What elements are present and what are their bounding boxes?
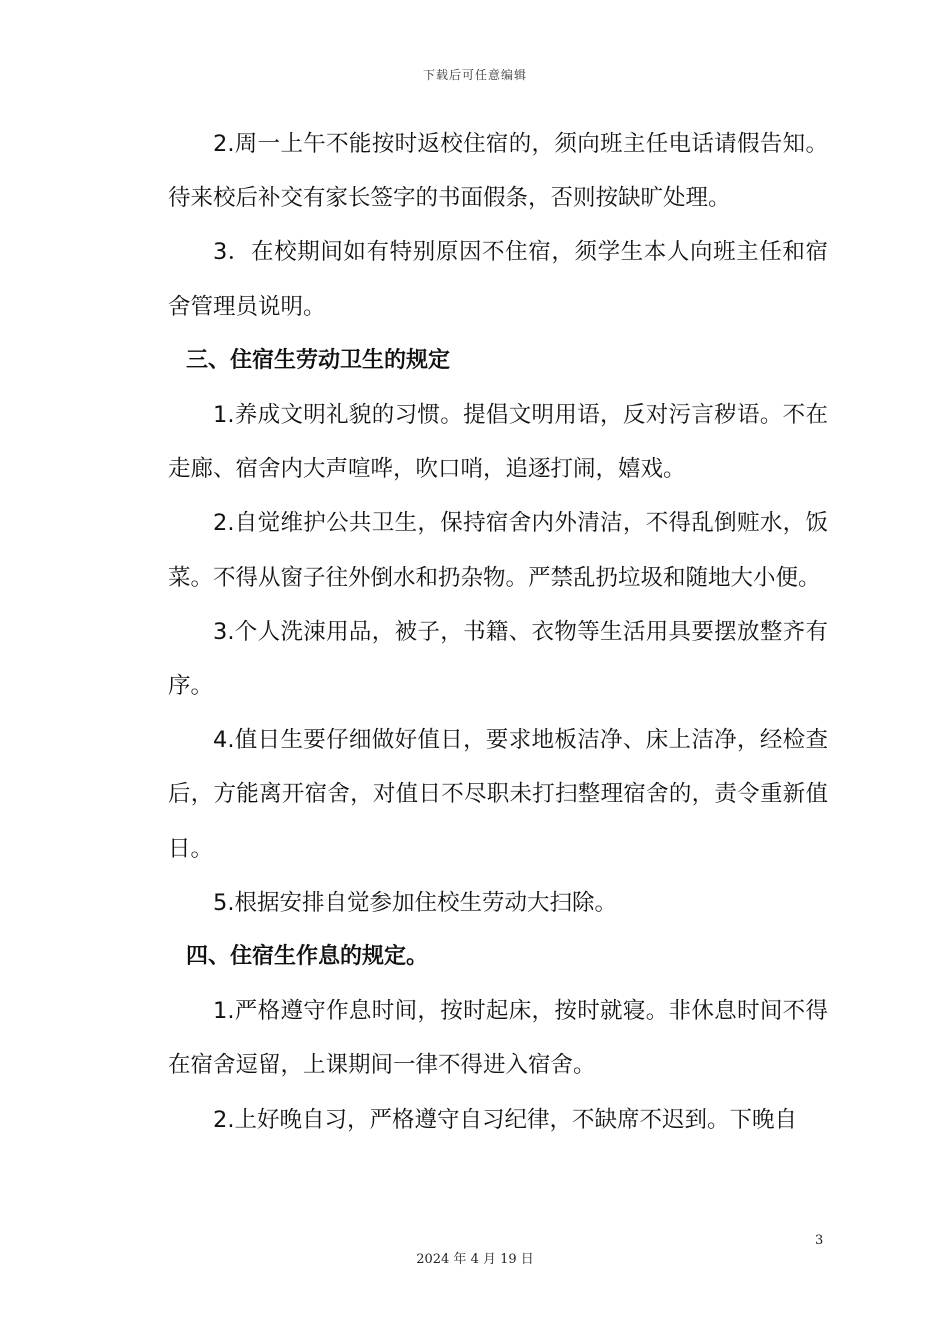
paragraph-schedule: 1.严格遵守作息时间，按时起床，按时就寝。非休息时间不得在宿舍逗留，上课期间一律不得进入宿舍。 bbox=[168, 998, 828, 1079]
paragraph-personal-items: 3.个人洗涑用品，被子，书籍、衣物等生活用具要摆放整齐有序。 bbox=[168, 618, 828, 700]
footer-date: 2024 年 4 月 19 日 bbox=[416, 1252, 534, 1267]
paragraph-civility: 1.养成文明礼貌的习惯。提倡文明用语，反对污言秽语。不在走廊、宿舍内大声喧哗，吹口哨，追逐打闹，嬉戏。 bbox=[168, 402, 828, 483]
page-number: 3 bbox=[815, 1233, 824, 1248]
document-body bbox=[168, 117, 828, 1147]
section-heading-hygiene: 三、住宿生劳动卫生的规定 bbox=[186, 347, 451, 373]
paragraph-evening-study: 2.上好晚自习，严格遵守自习纪律，不缺席不迟到。下晚自 bbox=[213, 1106, 797, 1133]
section-heading-schedule: 四、住宿生作息的规定。 bbox=[186, 944, 429, 970]
paragraph-cleaning: 5.根据安排自觉参加住校生劳动大扫除。 bbox=[213, 889, 617, 916]
paragraph-duty: 4.值日生要仔细做好值日，要求地板洁净、床上洁净，经检查后，方能离开宿舍，对值日不尽职未打扫整理宿舍的，责令重新值日。 bbox=[168, 727, 828, 862]
paragraph-public-hygiene: 2.自觉维护公共卫生，保持宿舍内外清洁，不得乱倒赃水，饭菜。不得从窗子往外倒水和扔杂物。严禁乱扔垃圾和随地大小便。 bbox=[168, 510, 828, 591]
header-note: 下载后可任意编辑 bbox=[422, 68, 527, 82]
paragraph-return-late: 2.周一上午不能按时返校住宿的，须向班主任电话请假告知。待来校后补交有家长签字的书面假条，否则按缺旷处理。 bbox=[168, 131, 828, 212]
paragraph-not-staying: 3．在校期间如有特别原因不住宿，须学生本人向班主任和宿舍管理员说明。 bbox=[168, 239, 828, 320]
